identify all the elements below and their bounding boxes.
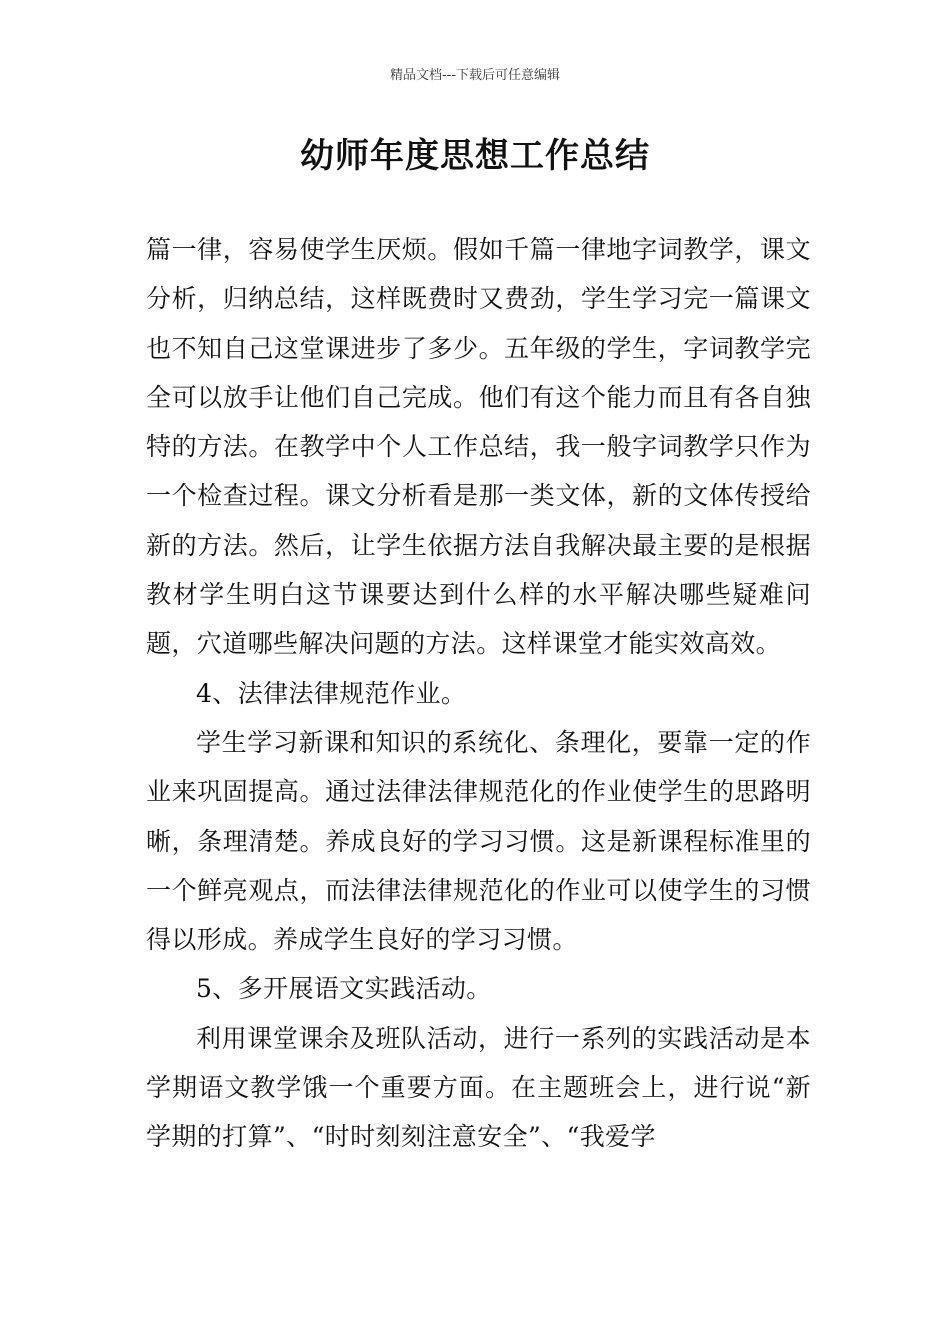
paragraph-heading-5: 5、多开展语文实践活动。	[196, 974, 492, 1004]
paragraph-activities: 利用课堂课余及班队活动，进行一系列的实践活动是本学期语文教学饿一个重要方面。在主题班会上，进行说“新学期的打算”、“时时刻刻注意安全”、“我爱学	[146, 1023, 811, 1152]
paragraph-homework: 学生学习新课和知识的系统化、条理化，要靠一定的作业来巩固提高。通过法律法律规范化的作业使学生的思路明晰，条理清楚。养成良好的学习习惯。这是新课程标准里的一个鲜亮观点，而法律法律规范化的作业可以使学生的习惯得以形成。养成学生良好的学习习惯。	[146, 727, 811, 955]
paragraph-continued: 篇一律，容易使学生厌烦。假如千篇一律地字词教学，课文分析，归纳总结，这样既费时又费劲，学生学习完一篇课文也不知自己这堂课进步了多少。五年级的学生，字词教学完全可以放手让他们自己完成。他们有这个能力而且有各自独特的方法。在教学中个人工作总结，我一般字词教学只作为一个检查过程。课文分析看是那一类文体，新的文体传授给新的方法。然后，让学生依据方法自我解决最主要的是根据教材学生明白这节课要达到什么样的水平解决哪些疑难问题，穴道哪些解决问题的方法。这样课堂才能实效高效。	[146, 235, 811, 659]
document-title: 幼师年度思想工作总结	[300, 136, 650, 176]
document-body	[146, 225, 811, 1162]
paragraph-heading-4: 4、法律法律规范作业。	[196, 678, 467, 708]
header-note: 精品文档---下载后可任意编辑	[389, 68, 561, 83]
